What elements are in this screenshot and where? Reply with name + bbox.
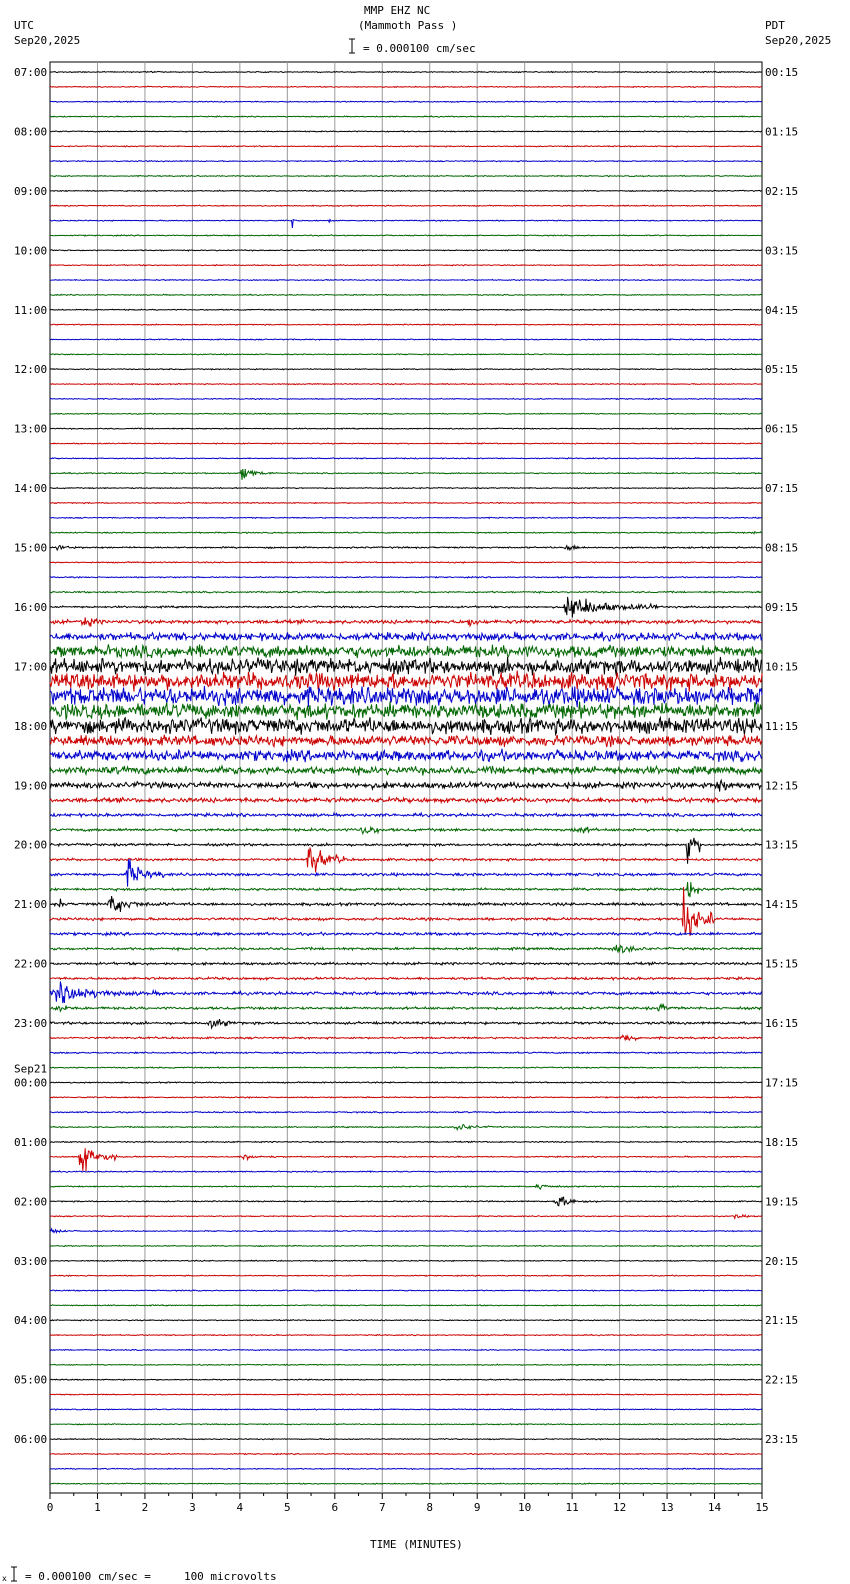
x-tick-label: 14 xyxy=(707,1501,722,1514)
trace-line xyxy=(50,1290,762,1291)
trace-line xyxy=(50,735,762,747)
trace-line xyxy=(50,702,762,721)
utc-hour-label: 16:00 xyxy=(14,600,48,614)
trace-line xyxy=(50,250,762,251)
trace-line xyxy=(50,86,762,87)
x-axis xyxy=(47,1493,769,1514)
utc-hour-label: 14:00 xyxy=(14,482,48,496)
trace-line xyxy=(50,562,762,563)
trace-line xyxy=(50,813,762,817)
utc-hour-label: 05:00 xyxy=(14,1373,48,1387)
trace-line xyxy=(50,1111,762,1113)
trace-line xyxy=(50,116,762,117)
pdt-hour-label: 13:15 xyxy=(765,838,799,852)
trace-line xyxy=(50,1305,762,1306)
pdt-hour-label: 16:15 xyxy=(765,1017,799,1031)
trace-line xyxy=(50,458,762,459)
utc-hour-label: 20:00 xyxy=(14,838,48,852)
trace-line xyxy=(50,749,762,762)
trace-line xyxy=(50,309,762,310)
trace-line xyxy=(50,1424,762,1425)
trace-line xyxy=(50,1468,762,1469)
trace-line xyxy=(50,847,762,872)
pdt-label: PDT xyxy=(765,19,785,32)
utc-hour-label: 08:00 xyxy=(14,125,48,139)
trace-line xyxy=(50,279,762,280)
trace-line xyxy=(50,205,762,206)
x-tick-label: 7 xyxy=(378,1501,386,1514)
utc-hour-label: 02:00 xyxy=(14,1195,48,1209)
trace-line xyxy=(50,546,762,550)
station-location: (Mammoth Pass ) xyxy=(358,19,458,32)
trace-line xyxy=(50,160,762,161)
trace-line xyxy=(50,469,762,480)
utc-date: Sep20,2025 xyxy=(14,34,81,47)
pdt-hour-label: 12:15 xyxy=(765,779,799,793)
trace-line xyxy=(50,882,762,897)
trace-line xyxy=(50,532,762,534)
utc-hour-label: 11:00 xyxy=(14,303,48,317)
trace-line xyxy=(50,859,762,887)
x-tick-label: 5 xyxy=(284,1501,291,1514)
trace-line xyxy=(50,1320,762,1321)
trace-line xyxy=(50,235,762,236)
x-mark: x xyxy=(2,1574,7,1583)
trace-line xyxy=(50,896,762,912)
pdt-hour-label: 17:15 xyxy=(765,1076,799,1090)
trace-line xyxy=(50,339,762,340)
trace-line xyxy=(50,428,762,429)
utc-hour-label: 03:00 xyxy=(14,1254,48,1268)
utc-hour-label: 10:00 xyxy=(14,244,48,258)
scale-label-top: = 0.000100 cm/sec xyxy=(363,42,476,55)
trace-line xyxy=(50,1409,762,1410)
pdt-date: Sep20,2025 xyxy=(765,34,832,47)
pdt-hour-label: 04:15 xyxy=(765,303,799,317)
pdt-hour-label: 06:15 xyxy=(765,422,799,436)
trace-line xyxy=(50,517,762,518)
trace-line xyxy=(50,1197,762,1206)
trace-line xyxy=(50,657,762,677)
utc-hour-label: 07:00 xyxy=(14,66,48,79)
scale-bar-top xyxy=(349,39,355,53)
pdt-hour-label: 14:15 xyxy=(765,898,799,912)
scale-label-bottom: = 0.000100 cm/sec = 100 microvolts xyxy=(25,1570,277,1583)
trace-line xyxy=(50,1035,762,1040)
utc-hour-label: 09:00 xyxy=(14,184,48,198)
x-tick-label: 2 xyxy=(141,1501,149,1514)
utc-hour-label: 15:00 xyxy=(14,541,48,555)
trace-line xyxy=(50,1148,762,1171)
trace-line xyxy=(50,220,762,228)
pdt-hour-label: 03:15 xyxy=(765,244,799,258)
x-tick-label: 12 xyxy=(612,1501,627,1514)
pdt-hour-label: 15:15 xyxy=(765,957,799,971)
pdt-hour-label: 20:15 xyxy=(765,1254,799,1268)
plot-frame xyxy=(50,62,762,1493)
pdt-hour-labels xyxy=(765,66,798,1446)
trace-line xyxy=(50,632,762,642)
trace-line xyxy=(50,1082,762,1083)
trace-line xyxy=(50,1245,762,1246)
pdt-hour-label: 02:15 xyxy=(765,184,799,198)
x-tick-label: 1 xyxy=(94,1501,101,1514)
trace-line xyxy=(50,1439,762,1440)
utc-hour-label: 13:00 xyxy=(14,422,48,436)
x-tick-label: 10 xyxy=(518,1501,532,1514)
trace-line xyxy=(50,383,762,384)
trace-line xyxy=(50,1171,762,1173)
pdt-hour-label: 08:15 xyxy=(765,541,799,555)
pdt-hour-label: 10:15 xyxy=(765,660,799,674)
utc-hour-labels xyxy=(14,66,47,1446)
trace-line xyxy=(50,962,762,965)
trace-line xyxy=(50,1185,762,1189)
trace-line xyxy=(50,797,762,802)
x-axis-title: TIME (MINUTES) xyxy=(370,1538,463,1551)
pdt-hour-label: 07:15 xyxy=(765,482,799,496)
trace-line xyxy=(50,686,762,707)
trace-line xyxy=(50,354,762,355)
utc-hour-label: 06:00 xyxy=(14,1433,48,1447)
trace-line xyxy=(50,1019,762,1028)
trace-line xyxy=(50,131,762,132)
pdt-hour-label: 11:15 xyxy=(765,719,799,733)
trace-line xyxy=(50,443,762,444)
trace-line xyxy=(50,1125,762,1130)
utc-hour-label: 22:00 xyxy=(14,957,48,971)
pdt-hour-label: 09:15 xyxy=(765,600,799,614)
x-tick-label: 3 xyxy=(189,1501,196,1514)
pdt-hour-label: 18:15 xyxy=(765,1135,799,1149)
trace-line xyxy=(50,1275,762,1276)
trace-group xyxy=(50,71,762,1484)
pdt-hour-label: 23:15 xyxy=(765,1433,799,1447)
trace-line xyxy=(50,1379,762,1380)
trace-line xyxy=(50,932,762,935)
pdt-hour-label: 21:15 xyxy=(765,1314,799,1328)
pdt-hour-label: 22:15 xyxy=(765,1373,799,1387)
utc-hour-label: 19:00 xyxy=(14,779,48,793)
pdt-hour-label: 01:15 xyxy=(765,125,799,139)
utc-hour-label: 23:00 xyxy=(14,1017,48,1031)
pdt-hour-label: 05:15 xyxy=(765,363,799,377)
utc-hour-label: 17:00 xyxy=(14,660,48,674)
trace-line xyxy=(50,71,762,72)
trace-line xyxy=(50,487,762,488)
trace-line xyxy=(50,717,762,735)
x-tick-label: 13 xyxy=(660,1501,674,1514)
trace-line xyxy=(50,617,762,626)
utc-label: UTC xyxy=(14,19,34,32)
trace-line xyxy=(50,1334,762,1335)
trace-line xyxy=(50,398,762,399)
trace-line xyxy=(50,1349,762,1350)
utc-hour-label: 04:00 xyxy=(14,1314,48,1328)
pdt-hour-label: 00:15 xyxy=(765,66,799,79)
x-tick-label: 0 xyxy=(46,1501,54,1514)
trace-line xyxy=(50,1260,762,1261)
trace-line xyxy=(50,1067,762,1068)
station-title: MMP EHZ NC xyxy=(364,4,431,17)
utc-hour-label: 21:00 xyxy=(14,898,48,912)
trace-line xyxy=(50,369,762,370)
trace-line xyxy=(50,1097,762,1098)
x-tick-label: 11 xyxy=(565,1501,579,1514)
trace-line xyxy=(50,324,762,325)
trace-line xyxy=(50,1215,762,1219)
trace-line xyxy=(50,887,762,935)
x-tick-label: 15 xyxy=(755,1501,769,1514)
trace-line xyxy=(50,1005,762,1012)
trace-line xyxy=(50,827,762,834)
utc-hour-label: 18:00 xyxy=(14,719,48,733)
x-tick-label: 9 xyxy=(473,1501,481,1514)
trace-line xyxy=(50,265,762,266)
scale-bar-bottom xyxy=(11,1567,17,1581)
trace-line xyxy=(50,981,762,1003)
trace-line xyxy=(50,175,762,176)
utc-hour-label: 00:00 xyxy=(14,1076,48,1090)
trace-line xyxy=(50,780,762,791)
utc-hour-label: 12:00 xyxy=(14,363,48,377)
trace-line xyxy=(50,591,762,593)
trace-line xyxy=(50,977,762,980)
x-tick-label: 4 xyxy=(236,1501,244,1514)
x-tick-label: 6 xyxy=(331,1501,339,1514)
pdt-hour-label: 19:15 xyxy=(765,1195,799,1209)
trace-line xyxy=(50,1141,762,1142)
trace-line xyxy=(50,766,762,776)
x-tick-label: 8 xyxy=(426,1501,434,1514)
trace-line xyxy=(50,597,762,617)
trace-line xyxy=(50,1394,762,1395)
trace-line xyxy=(50,146,762,147)
trace-line xyxy=(50,413,762,414)
trace-line xyxy=(50,644,762,658)
trace-line xyxy=(50,1229,762,1233)
trace-line xyxy=(50,1052,762,1054)
trace-line xyxy=(50,294,762,295)
trace-line xyxy=(50,1483,762,1484)
utc-date-change-label: Sep21 xyxy=(14,1062,48,1076)
trace-line xyxy=(50,190,762,191)
trace-line xyxy=(50,1453,762,1454)
trace-line xyxy=(50,576,762,578)
trace-line xyxy=(50,502,762,503)
plot-grid xyxy=(50,62,762,1493)
utc-hour-label: 01:00 xyxy=(14,1135,48,1149)
trace-line xyxy=(50,945,762,953)
trace-line xyxy=(50,101,762,102)
trace-line xyxy=(50,1364,762,1365)
